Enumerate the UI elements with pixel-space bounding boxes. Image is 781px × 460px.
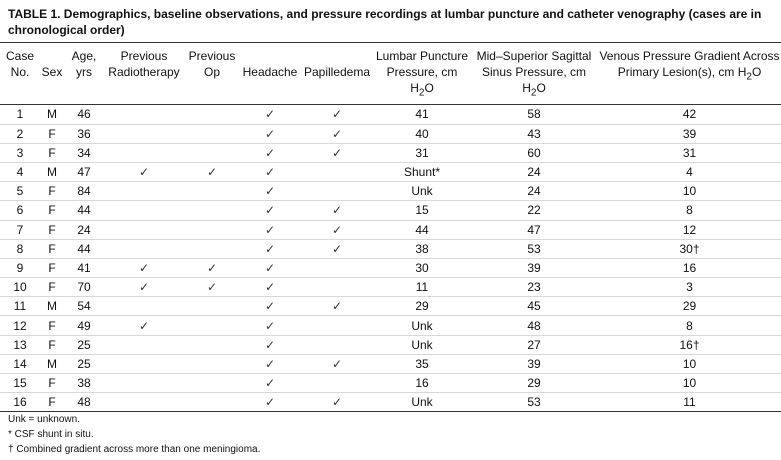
cell-sex: F <box>48 318 56 333</box>
cell-case: 9 <box>16 260 24 275</box>
table-row <box>0 182 781 201</box>
cell-headache <box>240 297 300 316</box>
cell-vp-gradient: 30† <box>679 241 700 256</box>
cell-age: 24 <box>77 222 91 237</box>
check-icon: ✓ <box>331 126 343 141</box>
cell-age: 48 <box>77 395 91 410</box>
cell-vp-gradient: 16 <box>682 260 697 275</box>
cell-prev-op <box>184 143 240 162</box>
table-row <box>0 124 781 143</box>
cell-prev-op <box>184 316 240 335</box>
cell-ss-pressure: 60 <box>527 145 541 160</box>
cell-ss-pressure: 22 <box>527 203 541 218</box>
cell-headache <box>240 239 300 258</box>
cell-case: 1 <box>16 107 24 122</box>
cell-vp-gradient: 10 <box>682 376 697 391</box>
check-icon: ✓ <box>264 299 276 314</box>
cell-prev-radiotherapy <box>104 297 184 316</box>
cell-ss-pressure: 27 <box>527 337 541 352</box>
cell-age: 25 <box>77 337 91 352</box>
table-row <box>0 278 781 297</box>
cell-ss-pressure: 39 <box>527 260 541 275</box>
header-age: Age, yrs <box>71 49 97 79</box>
cell-sex: F <box>48 395 56 410</box>
cell-case: 6 <box>16 203 24 218</box>
cell-headache <box>240 220 300 239</box>
cell-headache <box>240 105 300 124</box>
table-row <box>0 239 781 258</box>
cell-papilledema <box>300 278 374 297</box>
cell-age: 38 <box>77 376 91 391</box>
cell-prev-radiotherapy <box>104 162 184 181</box>
cell-lp-pressure: 41 <box>415 107 429 122</box>
cell-case: 15 <box>13 376 27 391</box>
cell-papilledema <box>300 143 374 162</box>
check-icon: ✓ <box>264 126 276 141</box>
cell-prev-radiotherapy <box>104 239 184 258</box>
check-icon: ✓ <box>138 318 150 333</box>
cell-age: 41 <box>77 260 91 275</box>
cell-lp-pressure: Shunt* <box>403 165 441 180</box>
cell-ss-pressure: 24 <box>527 184 541 199</box>
cell-case: 8 <box>16 241 24 256</box>
cell-prev-op <box>184 374 240 393</box>
cell-lp-pressure: Unk <box>411 337 433 352</box>
cell-prev-op <box>184 278 240 297</box>
cell-sex: F <box>48 126 56 141</box>
cell-papilledema <box>300 258 374 277</box>
header-row <box>0 43 781 105</box>
cell-papilledema <box>300 124 374 143</box>
check-icon: ✓ <box>331 299 343 314</box>
table-row <box>0 258 781 277</box>
cell-lp-pressure: 40 <box>415 126 429 141</box>
cell-age: 44 <box>77 241 91 256</box>
check-icon: ✓ <box>138 260 150 275</box>
cell-prev-radiotherapy <box>104 278 184 297</box>
cell-lp-pressure: 15 <box>415 203 429 218</box>
cell-prev-op <box>184 201 240 220</box>
table-row <box>0 220 781 239</box>
check-icon: ✓ <box>331 145 343 160</box>
cell-lp-pressure: 31 <box>415 145 429 160</box>
header-papilledema: Papilledema <box>303 65 371 79</box>
cell-lp-pressure: Unk <box>411 318 433 333</box>
cell-ss-pressure: 45 <box>527 299 541 314</box>
cell-prev-op <box>184 105 240 124</box>
header-prev-radiotherapy: Previous Radiotherapy <box>108 49 180 79</box>
check-icon: ✓ <box>264 184 276 199</box>
cell-papilledema <box>300 354 374 373</box>
cell-ss-pressure: 53 <box>527 395 541 410</box>
cell-age: 34 <box>77 145 91 160</box>
cell-vp-gradient: 29 <box>682 299 697 314</box>
cell-papilledema <box>300 297 374 316</box>
cell-lp-pressure: Unk <box>411 184 433 199</box>
table-body <box>0 105 781 412</box>
table-row <box>0 374 781 393</box>
cell-prev-radiotherapy <box>104 335 184 354</box>
cell-prev-op <box>184 182 240 201</box>
check-icon: ✓ <box>264 260 276 275</box>
cell-vp-gradient: 42 <box>682 107 697 122</box>
cell-prev-op <box>184 297 240 316</box>
cell-vp-gradient: 8 <box>686 318 693 333</box>
check-icon: ✓ <box>264 356 276 371</box>
cell-vp-gradient: 31 <box>682 145 697 160</box>
cell-prev-op <box>184 354 240 373</box>
cell-age: 70 <box>77 280 91 295</box>
cell-prev-radiotherapy <box>104 182 184 201</box>
cell-lp-pressure: Unk <box>411 395 433 410</box>
footnote-shunt: * CSF shunt in situ. <box>8 429 94 440</box>
table-row <box>0 297 781 316</box>
cell-prev-op <box>184 220 240 239</box>
cell-sex: F <box>48 376 56 391</box>
check-icon: ✓ <box>264 337 276 352</box>
table-row <box>0 393 781 412</box>
header-sex: Sex <box>41 65 63 79</box>
cell-age: 44 <box>77 203 91 218</box>
cell-prev-op <box>184 239 240 258</box>
cell-sex: F <box>48 203 56 218</box>
cell-case: 4 <box>16 165 24 180</box>
table-row <box>0 143 781 162</box>
cell-ss-pressure: 29 <box>527 376 541 391</box>
cell-case: 14 <box>13 356 27 371</box>
cell-lp-pressure: 30 <box>415 260 429 275</box>
check-icon: ✓ <box>264 145 276 160</box>
cell-case: 13 <box>13 337 27 352</box>
check-icon: ✓ <box>138 165 150 180</box>
check-icon: ✓ <box>264 241 276 256</box>
check-icon: ✓ <box>264 318 276 333</box>
check-icon: ✓ <box>138 280 150 295</box>
cell-age: 46 <box>77 107 91 122</box>
cell-sex: M <box>47 107 57 122</box>
cell-age: 49 <box>77 318 91 333</box>
cell-papilledema <box>300 374 374 393</box>
cell-case: 11 <box>13 299 27 314</box>
cell-age: 47 <box>77 165 91 180</box>
demographics-table <box>0 42 781 412</box>
cell-headache <box>240 374 300 393</box>
footnote-unk: Unk = unknown. <box>8 414 80 425</box>
cell-papilledema <box>300 105 374 124</box>
cell-prev-radiotherapy <box>104 143 184 162</box>
table-row <box>0 316 781 335</box>
header-prev-op: Previous Op <box>188 49 236 79</box>
cell-prev-radiotherapy <box>104 124 184 143</box>
cell-headache <box>240 182 300 201</box>
cell-lp-pressure: 38 <box>415 241 429 256</box>
cell-sex: F <box>48 184 56 199</box>
cell-sex: F <box>48 145 56 160</box>
cell-vp-gradient: 16† <box>679 337 700 352</box>
cell-prev-radiotherapy <box>104 354 184 373</box>
cell-vp-gradient: 3 <box>686 280 693 295</box>
cell-age: 84 <box>77 184 91 199</box>
header-headache: Headache <box>242 65 298 79</box>
cell-vp-gradient: 4 <box>686 165 693 180</box>
cell-papilledema <box>300 335 374 354</box>
cell-prev-op <box>184 162 240 181</box>
header-ss-pressure: Mid–Superior Sagittal Sinus Pressure, cm $H_2O$ <box>476 49 592 99</box>
cell-prev-radiotherapy <box>104 374 184 393</box>
cell-headache <box>240 124 300 143</box>
cell-sex: M <box>47 165 57 180</box>
cell-prev-radiotherapy <box>104 201 184 220</box>
cell-headache <box>240 278 300 297</box>
cell-ss-pressure: 53 <box>527 241 541 256</box>
cell-vp-gradient: 10 <box>682 184 697 199</box>
cell-headache <box>240 258 300 277</box>
check-icon: ✓ <box>331 356 343 371</box>
cell-prev-radiotherapy <box>104 316 184 335</box>
cell-papilledema <box>300 239 374 258</box>
cell-prev-op <box>184 335 240 354</box>
cell-ss-pressure: 39 <box>527 356 541 371</box>
footnote-combined: † Combined gradient across more than one meningioma. <box>8 444 261 455</box>
table-row <box>0 335 781 354</box>
cell-vp-gradient: 8 <box>686 203 693 218</box>
check-icon: ✓ <box>264 107 276 122</box>
cell-sex: F <box>48 241 56 256</box>
cell-headache <box>240 162 300 181</box>
check-icon: ✓ <box>331 203 343 218</box>
cell-prev-op <box>184 393 240 412</box>
cell-vp-gradient: 10 <box>682 356 697 371</box>
cell-sex: F <box>48 337 56 352</box>
cell-papilledema <box>300 162 374 181</box>
check-icon: ✓ <box>331 222 343 237</box>
check-icon: ✓ <box>264 222 276 237</box>
header-case: Case No. <box>5 49 34 79</box>
footnotes <box>8 412 260 457</box>
table-row <box>0 354 781 373</box>
cell-case: 5 <box>16 184 24 199</box>
cell-prev-radiotherapy <box>104 258 184 277</box>
cell-vp-gradient: 12 <box>682 222 697 237</box>
check-icon: ✓ <box>331 107 343 122</box>
cell-sex: F <box>48 222 56 237</box>
cell-ss-pressure: 48 <box>527 318 541 333</box>
cell-headache <box>240 201 300 220</box>
cell-headache <box>240 354 300 373</box>
table-title: TABLE 1. Demographics, baseline observations, and pressure recordings at lumbar puncture and catheter venography (cases are in chronological order) <box>8 7 762 37</box>
cell-case: 12 <box>13 318 27 333</box>
cell-prev-op <box>184 124 240 143</box>
check-icon: ✓ <box>206 280 218 295</box>
cell-case: 2 <box>16 126 24 141</box>
check-icon: ✓ <box>264 203 276 218</box>
cell-papilledema <box>300 182 374 201</box>
check-icon: ✓ <box>331 241 343 256</box>
check-icon: ✓ <box>206 260 218 275</box>
table-header <box>0 43 781 105</box>
cell-papilledema <box>300 201 374 220</box>
table-row <box>0 201 781 220</box>
cell-headache <box>240 393 300 412</box>
cell-case: 10 <box>13 280 27 295</box>
check-icon: ✓ <box>264 280 276 295</box>
cell-ss-pressure: 58 <box>527 107 541 122</box>
cell-papilledema <box>300 316 374 335</box>
cell-lp-pressure: 44 <box>415 222 429 237</box>
check-icon: ✓ <box>264 165 276 180</box>
cell-vp-gradient: 11 <box>683 395 696 410</box>
cell-sex: F <box>48 260 56 275</box>
cell-prev-radiotherapy <box>104 393 184 412</box>
cell-lp-pressure: 35 <box>415 356 429 371</box>
cell-headache <box>240 335 300 354</box>
cell-case: 16 <box>13 395 27 410</box>
header-lp-pressure: Lumbar Puncture Pressure, cm $H_2O$ <box>375 49 469 99</box>
cell-lp-pressure: 11 <box>415 280 429 295</box>
cell-case: 3 <box>16 145 24 160</box>
cell-sex: M <box>47 299 57 314</box>
cell-papilledema <box>300 220 374 239</box>
cell-ss-pressure: 43 <box>527 126 541 141</box>
cell-case: 7 <box>16 222 24 237</box>
table-row <box>0 162 781 181</box>
cell-vp-gradient: 39 <box>682 126 697 141</box>
cell-lp-pressure: 29 <box>415 299 429 314</box>
cell-age: 25 <box>77 356 91 371</box>
cell-sex: F <box>48 280 56 295</box>
header-vp-gradient: Venous Pressure Gradient Across Primary Lesion(s), cm $H_2O$ <box>599 49 780 83</box>
cell-headache <box>240 143 300 162</box>
cell-prev-radiotherapy <box>104 105 184 124</box>
cell-sex: M <box>47 356 57 371</box>
cell-ss-pressure: 24 <box>527 165 541 180</box>
table-row <box>0 105 781 124</box>
check-icon: ✓ <box>264 376 276 391</box>
cell-ss-pressure: 23 <box>527 280 541 295</box>
check-icon: ✓ <box>206 165 218 180</box>
cell-prev-op <box>184 258 240 277</box>
check-icon: ✓ <box>264 395 276 410</box>
cell-headache <box>240 316 300 335</box>
cell-age: 36 <box>77 126 91 141</box>
cell-lp-pressure: 16 <box>415 376 429 391</box>
cell-papilledema <box>300 393 374 412</box>
check-icon: ✓ <box>331 395 343 410</box>
cell-ss-pressure: 47 <box>527 222 541 237</box>
cell-prev-radiotherapy <box>104 220 184 239</box>
cell-age: 54 <box>77 299 91 314</box>
